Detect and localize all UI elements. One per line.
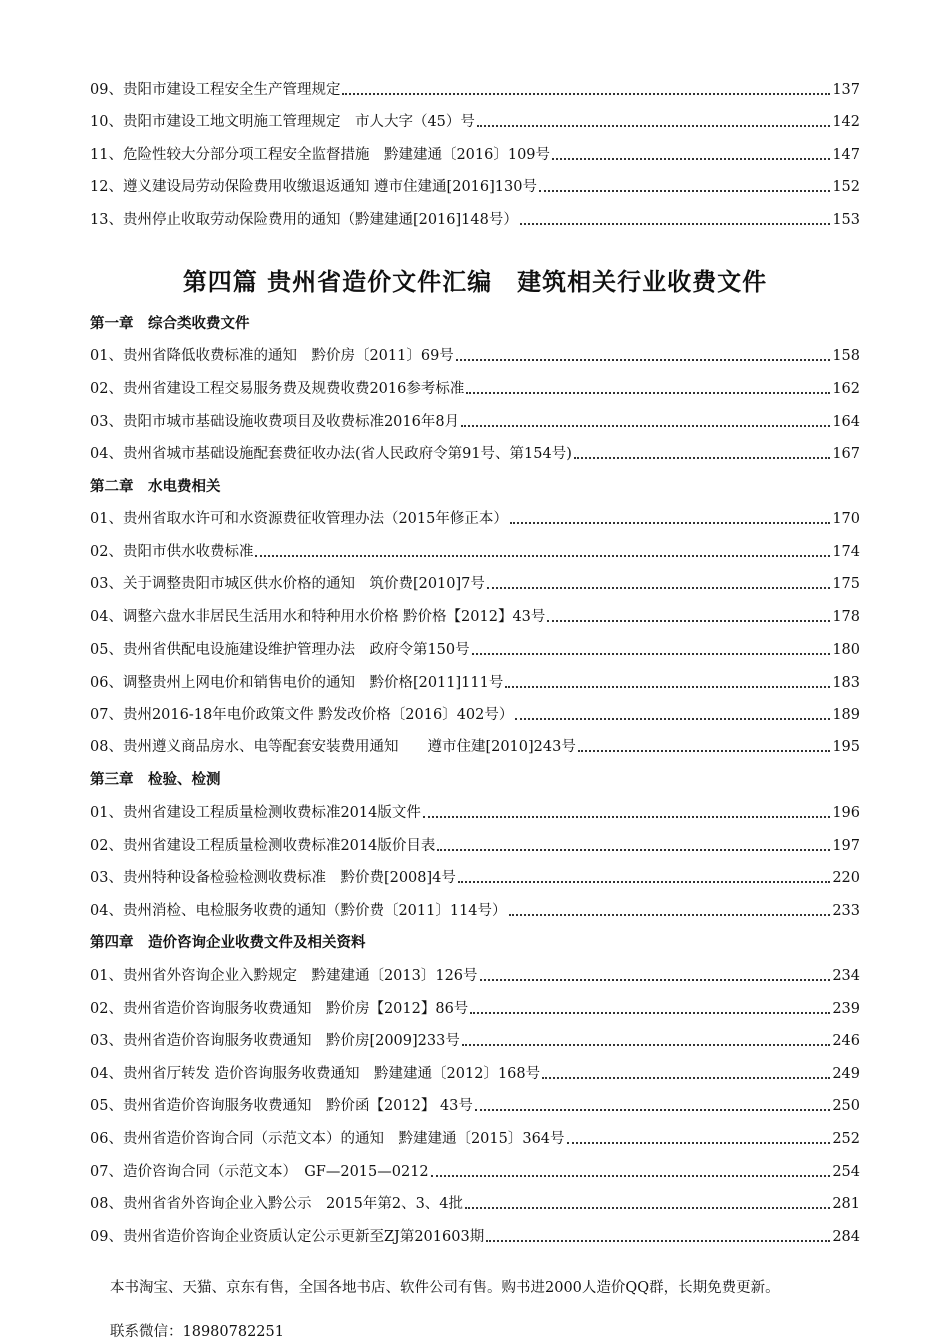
toc-entry[interactable] [90, 1062, 860, 1086]
toc-entry[interactable] [90, 410, 860, 434]
toc-entry-page: 178 [832, 609, 860, 625]
toc-entry-page: 175 [832, 576, 860, 592]
toc-entry-page: 233 [832, 903, 860, 919]
dot-leader [578, 750, 830, 752]
toc-entry-title: 03、贵州特种设备检验检测收费标准 黔价费[2008]4号 [90, 870, 456, 886]
toc-entry[interactable] [90, 175, 860, 199]
toc-entry-page: 142 [832, 114, 860, 130]
dot-leader [255, 555, 830, 557]
toc-entry-page: 158 [832, 348, 860, 364]
toc-entry-title: 13、贵州停止收取劳动保险费用的通知（黔建建通[2016]148号） [90, 212, 518, 228]
dot-leader [505, 686, 830, 688]
toc-entry[interactable] [90, 801, 860, 825]
toc-entry-page: 220 [832, 870, 860, 886]
dot-leader [510, 522, 830, 524]
toc-entry-page: 234 [832, 968, 860, 984]
chapter-heading: 第一章 综合类收费文件 [90, 316, 250, 332]
toc-entry-title: 02、贵州省造价咨询服务收费通知 黔价房【2012】86号 [90, 1001, 469, 1017]
toc-entry-page: 281 [832, 1196, 860, 1212]
dot-leader [470, 1012, 830, 1014]
dot-leader [520, 223, 830, 225]
toc-entry-title: 04、调整六盘水非居民生活用水和特种用水价格 黔价格【2012】43号 [90, 609, 546, 625]
toc-entry[interactable] [90, 1094, 860, 1118]
toc-entry[interactable] [90, 964, 860, 988]
toc-entry-title: 10、贵阳市建设工地文明施工管理规定 市人大字（45）号 [90, 114, 475, 130]
toc-entry-title: 06、调整贵州上网电价和销售电价的通知 黔价格[2011]111号 [90, 675, 504, 691]
toc-entry-page: 254 [832, 1164, 860, 1180]
toc-entry-title: 09、贵州省造价咨询企业资质认定公示更新至ZJ第201603期 [90, 1229, 485, 1245]
toc-entry-title: 04、贵州省厅转发 造价咨询服务收费通知 黔建建通〔2012〕168号 [90, 1066, 541, 1082]
dot-leader [480, 979, 831, 981]
toc-entry-title: 09、贵阳市建设工程安全生产管理规定 [90, 82, 341, 98]
toc-entry-title: 06、贵州省造价咨询合同（示范文本）的通知 黔建建通〔2015〕364号 [90, 1131, 565, 1147]
toc-entry[interactable] [90, 143, 860, 167]
dot-leader [458, 881, 830, 883]
toc-entry-title: 02、贵州省建设工程交易服务费及规费收费2016参考标准 [90, 381, 465, 397]
toc-entry-title: 02、贵阳市供水收费标准 [90, 544, 254, 560]
toc-entry[interactable] [90, 572, 860, 596]
toc-entry-page: 167 [832, 446, 860, 462]
toc-entry-page: 250 [832, 1098, 860, 1114]
chapter-heading: 第四章 造价咨询企业收费文件及相关资料 [90, 935, 366, 951]
toc-entry-page: 252 [832, 1131, 860, 1147]
toc-entry-title: 12、遵义建设局劳动保险费用收缴退返通知 遵市住建通[2016]130号 [90, 179, 537, 195]
toc-entry-page: 174 [832, 544, 860, 560]
toc-entry-title: 08、贵州遵义商品房水、电等配套安装费用通知 遵市住建[2010]243号 [90, 739, 576, 755]
dot-leader [431, 1175, 831, 1177]
toc-entry-page: 152 [832, 179, 860, 195]
toc-entry-title: 04、贵州省城市基础设施配套费征收办法(省人民政府令第91号、第154号) [90, 446, 572, 462]
toc-entry[interactable] [90, 78, 860, 102]
toc-entry[interactable] [90, 834, 860, 858]
toc-entry-title: 08、贵州省省外咨询企业入黔公示 2015年第2、3、4批 [90, 1196, 464, 1212]
toc-entry[interactable] [90, 208, 860, 232]
dot-leader [542, 1077, 830, 1079]
toc-entry-page: 153 [832, 212, 860, 228]
dot-leader [466, 392, 830, 394]
toc-entry-page: 249 [832, 1066, 860, 1082]
dot-leader [509, 914, 831, 916]
toc-entry-page: 162 [832, 381, 860, 397]
toc-entry-title: 01、贵州省建设工程质量检测收费标准2014版文件 [90, 805, 421, 821]
toc-entry[interactable] [90, 1127, 860, 1151]
toc-entry[interactable] [90, 899, 860, 923]
toc-entry-page: 196 [832, 805, 860, 821]
chapter-heading: 第三章 检验、检测 [90, 772, 221, 788]
toc-entry-title: 03、关于调整贵阳市城区供水价格的通知 筑价费[2010]7号 [90, 576, 485, 592]
toc-entry-title: 04、贵州消检、电检服务收费的通知（黔价费〔2011〕114号） [90, 903, 507, 919]
toc-entry[interactable] [90, 997, 860, 1021]
toc-entry[interactable] [90, 703, 860, 727]
dot-leader [567, 1142, 831, 1144]
toc-entry-page: 170 [832, 511, 860, 527]
toc-entry[interactable] [90, 1029, 860, 1053]
toc-entry-title: 01、贵州省取水许可和水资源费征收管理办法（2015年修正本） [90, 511, 508, 527]
toc-entry[interactable] [90, 442, 860, 466]
footer-notice: 本书淘宝、天猫、京东有售，全国各地书店、软件公司有售。购书进2000人造价QQ群，长期免费更新。 [110, 1280, 780, 1296]
footer-contact: 联系微信：18980782251 [110, 1324, 284, 1340]
part-title: 第四篇 贵州省造价文件汇编 建筑相关行业收费文件 [182, 268, 768, 296]
toc-entry[interactable] [90, 1192, 860, 1216]
toc-entry[interactable] [90, 671, 860, 695]
dot-leader [456, 359, 831, 361]
dot-leader [477, 125, 830, 127]
dot-leader [547, 620, 830, 622]
chapter-heading: 第二章 水电费相关 [90, 479, 221, 495]
dot-leader [539, 190, 830, 192]
toc-entry-title: 05、贵州省造价咨询服务收费通知 黔价函【2012】 43号 [90, 1098, 473, 1114]
toc-entry-page: 239 [832, 1001, 860, 1017]
toc-entry[interactable] [90, 377, 860, 401]
toc-entry-page: 189 [832, 707, 860, 723]
toc-entry-title: 02、贵州省建设工程质量检测收费标准2014版价目表 [90, 838, 436, 854]
toc-entry-title: 03、贵州省造价咨询服务收费通知 黔价房[2009]233号 [90, 1033, 460, 1049]
toc-entry[interactable] [90, 638, 860, 662]
toc-entry[interactable] [90, 507, 860, 531]
toc-entry-title: 03、贵阳市城市基础设施收费项目及收费标准2016年8月 [90, 414, 460, 430]
toc-entry-page: 147 [832, 147, 860, 163]
toc-entry-page: 180 [832, 642, 860, 658]
toc-entry-title: 07、造价咨询合同（示范文本） GF—2015—0212 [90, 1164, 429, 1180]
toc-entry-page: 183 [832, 675, 860, 691]
dot-leader [472, 653, 831, 655]
toc-entry-page: 197 [832, 838, 860, 854]
toc-entry-title: 01、贵州省降低收费标准的通知 黔价房〔2011〕69号 [90, 348, 454, 364]
toc-entry-page: 246 [832, 1033, 860, 1049]
toc-entry[interactable] [90, 1225, 860, 1249]
toc-entry[interactable] [90, 344, 860, 368]
dot-leader [487, 587, 830, 589]
toc-entry-title: 05、贵州省供配电设施建设维护管理办法 政府令第150号 [90, 642, 470, 658]
dot-leader [574, 457, 830, 459]
dot-leader [423, 816, 830, 818]
toc-entry-title: 07、贵州2016-18年电价政策文件 黔发改价格〔2016〕402号） [90, 707, 514, 723]
toc-entry-title: 01、贵州省外咨询企业入黔规定 黔建建通〔2013〕126号 [90, 968, 478, 984]
toc-entry[interactable] [90, 866, 860, 890]
toc-entry-page: 164 [832, 414, 860, 430]
toc-entry[interactable] [90, 605, 860, 629]
dot-leader [486, 1240, 830, 1242]
toc-entry-page: 195 [832, 739, 860, 755]
toc-entry[interactable] [90, 540, 860, 564]
toc-entry-page: 137 [832, 82, 860, 98]
dot-leader [515, 718, 830, 720]
toc-entry[interactable] [90, 110, 860, 134]
dot-leader [462, 1044, 830, 1046]
toc-entry[interactable] [90, 1160, 860, 1184]
toc-entry[interactable] [90, 735, 860, 759]
toc-entry-title: 11、危险性较大分部分项工程安全监督措施 黔建建通〔2016〕109号 [90, 147, 551, 163]
dot-leader [437, 849, 830, 851]
dot-leader [342, 93, 830, 95]
dot-leader [461, 425, 830, 427]
dot-leader [475, 1109, 830, 1111]
toc-entry-page: 284 [832, 1229, 860, 1245]
dot-leader [552, 158, 830, 160]
dot-leader [465, 1207, 830, 1209]
